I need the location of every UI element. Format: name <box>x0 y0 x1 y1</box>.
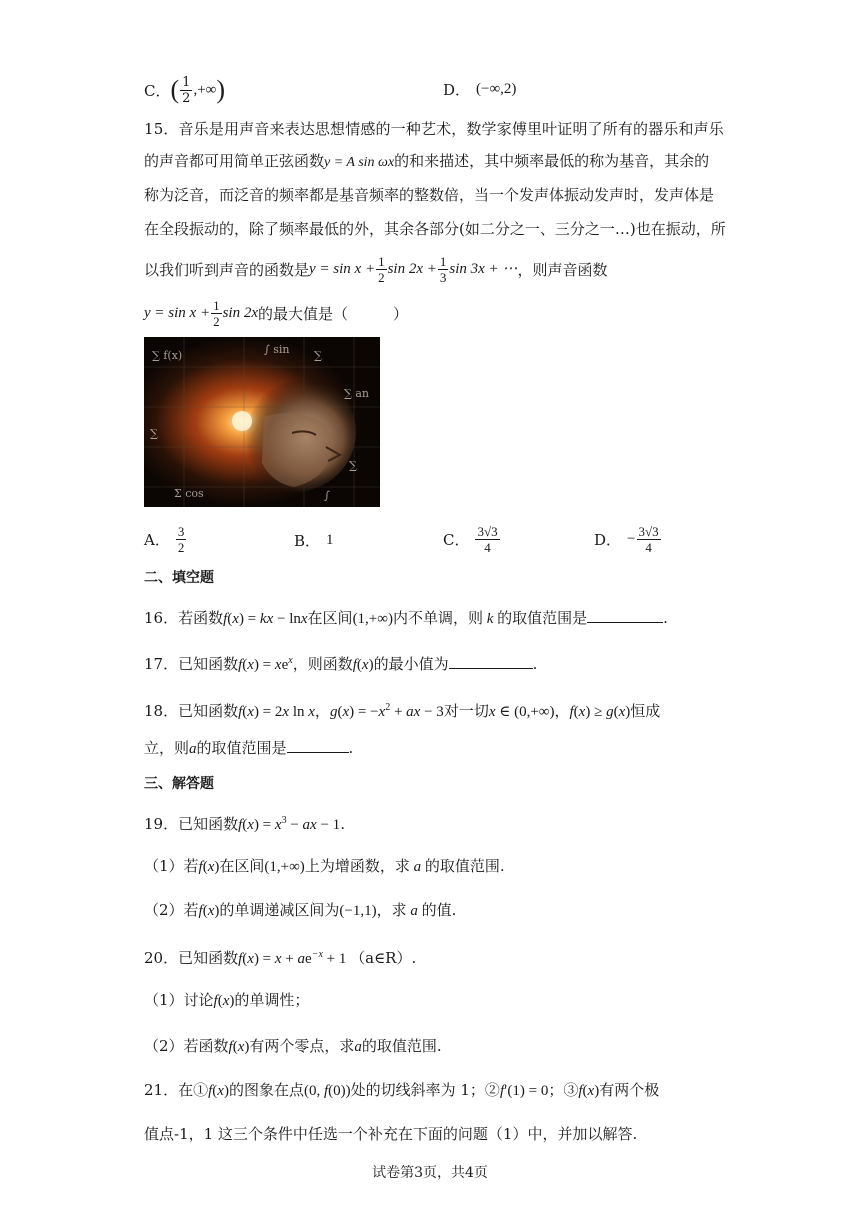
svg-text:∑ an: ∑ an <box>344 387 369 400</box>
option-label: C． <box>144 81 171 100</box>
fraction <box>637 524 661 555</box>
text: 的值. <box>421 901 457 919</box>
text: . <box>340 815 345 833</box>
q21-line1: 21．在①f(x)的图象在点(0, f(0))处的切线斜率为 1；②f′(1) = 0；③f(x)有两个极 <box>144 1081 660 1099</box>
text: ，求 <box>376 901 407 919</box>
svg-text:∫ sin: ∫ sin <box>264 343 290 356</box>
q15-option-d <box>594 521 662 557</box>
question-formula: y = sin x + $\frac{1}{2}$ sin 2x <box>144 297 258 329</box>
q18-line1: 18．已知函数f(x) = 2x ln x，$g(x) = -x^2$ + ax − 3对一切x ∈ (0,+∞)，f(x) ≥ g(x)恒成 <box>144 702 661 720</box>
music-fourier-art-image <box>144 337 380 507</box>
option-label: A． <box>144 530 170 549</box>
text: 的最小值为 <box>373 655 449 673</box>
text: ；③ <box>548 1081 579 1099</box>
text: 的和来描述，其中频率最低的称为基音，其余的 <box>394 152 710 170</box>
svg-text:∑: ∑ <box>150 427 158 440</box>
formula: y = A sin ωx <box>324 155 395 170</box>
sound-formula: y = sin x + $\frac{1}{2}$ sin 2x + $\frac{1}{3}$ sin 3x + ⋯ <box>309 253 518 285</box>
text: ，则声音函数 <box>517 260 608 279</box>
text: 的声音都可用简单正弦函数 <box>144 152 325 170</box>
text: . <box>348 739 354 757</box>
answer-blank[interactable] <box>287 738 349 753</box>
svg-text:∑ f(x): ∑ f(x) <box>152 349 183 362</box>
svg-text:∫: ∫ <box>324 489 330 502</box>
section-solve-title: 三、解答题 <box>144 776 214 792</box>
q16-line: 16．若函数f(x) = kx − lnx在区间(1,+∞)内不单调，则 k 的取值范围是 . <box>144 609 668 627</box>
section-fill-in-title: 二、填空题 <box>144 570 214 586</box>
fraction-den: 4 <box>484 539 491 555</box>
text: 对一切 <box>443 702 489 720</box>
option-value: (−∞,2) <box>476 80 517 97</box>
text: 的图象在点 <box>228 1081 304 1099</box>
text: （1）讨论 <box>144 991 214 1009</box>
option-label: B． <box>294 531 321 550</box>
fraction-den: 2 <box>182 90 191 106</box>
text: 的单调性； <box>234 991 310 1009</box>
fraction <box>475 524 499 555</box>
text: 在区间 <box>307 609 353 627</box>
text: . <box>663 609 668 627</box>
answer-blank[interactable] <box>587 608 663 623</box>
q17-line: 17．已知函数$f(x) = xe^x$，则函数f(x)的最小值为 . <box>144 655 538 673</box>
text: 有两个极 <box>599 1081 660 1099</box>
text: 在区间 <box>219 857 265 875</box>
fraction-num: 3 <box>177 523 185 539</box>
text: （1）若 <box>144 857 199 875</box>
fraction <box>176 524 187 555</box>
text: 上为增函数，求 <box>304 857 410 875</box>
paren-right: ) <box>216 75 226 104</box>
text: 的取值范围. <box>361 1037 442 1055</box>
text: 内不单调，则 <box>392 609 483 627</box>
text: 有两个零点，求 <box>249 1037 355 1055</box>
q14-option-c <box>144 72 225 108</box>
q19-part1: （1）若f(x)在区间(1,+∞)上为增函数，求 a 的取值范围. <box>144 857 505 875</box>
text: 立，则 <box>144 739 190 757</box>
q19-part2: （2）若f(x)的单调递减区间为(−1,1)，求 a 的值. <box>144 901 457 919</box>
q15-line5 <box>144 253 607 285</box>
q15-line1: 15．音乐是用声音来表达思想情感的一种艺术，数学家傅里叶证明了所有的器乐和声乐 <box>144 120 724 138</box>
interval-tail: ,+∞ <box>193 81 217 98</box>
fraction-den: 2 <box>177 539 185 555</box>
svg-text:∑: ∑ <box>349 459 357 472</box>
q15-line6 <box>144 297 408 329</box>
text: （a∈R）. <box>350 949 417 967</box>
option-label: D． <box>443 80 471 99</box>
fraction-num: 3√3 <box>638 523 659 539</box>
q14-option-d <box>443 78 516 100</box>
text: 17．已知函数 <box>144 655 239 673</box>
q20-line: 20．已知函数$f(x) = x + ae^{-x} + 1$ （a∈R）. <box>144 949 417 967</box>
q21-line2: 值点-1，1 这三个条件中任选一个补充在下面的问题（1）中，并加以解答. <box>144 1125 638 1143</box>
text: 的单调递减区间为 <box>219 901 340 919</box>
text: 处的切线斜率为 1；② <box>350 1081 500 1099</box>
text: 的取值范围. <box>424 857 505 875</box>
option-label: C． <box>443 530 470 549</box>
text: 以我们听到声音的函数是 <box>144 260 310 279</box>
text: 18．已知函数 <box>144 702 239 720</box>
text: 21．在① <box>144 1081 209 1099</box>
q15-line3: 称为泛音，而泛音的频率都是基音频率的整数倍，当一个发声体振动发声时，发声体是 <box>144 186 715 204</box>
text: 恒成 <box>630 702 661 720</box>
svg-text:∑: ∑ <box>314 349 322 362</box>
answer-blank[interactable] <box>449 654 533 669</box>
q20-part2: （2）若函数f(x)有两个零点，求a的取值范围. <box>144 1037 442 1055</box>
text: （2）若函数 <box>144 1037 229 1055</box>
svg-text:Σ cos: Σ cos <box>174 487 204 500</box>
option-value: 1 <box>326 531 334 548</box>
text: . <box>532 655 538 673</box>
paren-left: ( <box>170 75 180 104</box>
fraction <box>180 75 192 106</box>
q15-option-c <box>443 521 501 557</box>
text: （2）若 <box>144 901 199 919</box>
q15-option-a <box>144 521 187 557</box>
q20-part1: （1）讨论f(x)的单调性； <box>144 991 310 1009</box>
q15-line2 <box>144 151 709 173</box>
text: 的最大值是（ ） <box>258 304 409 323</box>
text: 16．若函数 <box>144 609 224 627</box>
text: 19．已知函数 <box>144 815 239 833</box>
fraction-num: 3√3 <box>477 523 498 539</box>
page-footer: 试卷第3页，共4页 <box>372 1165 488 1181</box>
q19-line: 19．已知函数$f(x) = x^3$ − ax − 1. <box>144 815 345 833</box>
text: 的取值范围是 <box>196 739 287 757</box>
option-label: D． <box>594 530 622 549</box>
minus-sign: − <box>627 530 636 547</box>
fraction-den: 4 <box>645 539 652 555</box>
text: 的取值范围是 <box>497 609 588 627</box>
q18-line2: 立，则a的取值范围是 . <box>144 739 354 757</box>
text: ，则函数 <box>292 655 353 673</box>
q15-option-b <box>294 530 334 550</box>
q15-line4: 在全段振动的，除了频率最低的外，其余各部分(如二分之一、三分之一…)也在振动，所 <box>144 220 726 238</box>
fraction-num: 1 <box>182 74 191 90</box>
text: 20．已知函数 <box>144 949 239 967</box>
